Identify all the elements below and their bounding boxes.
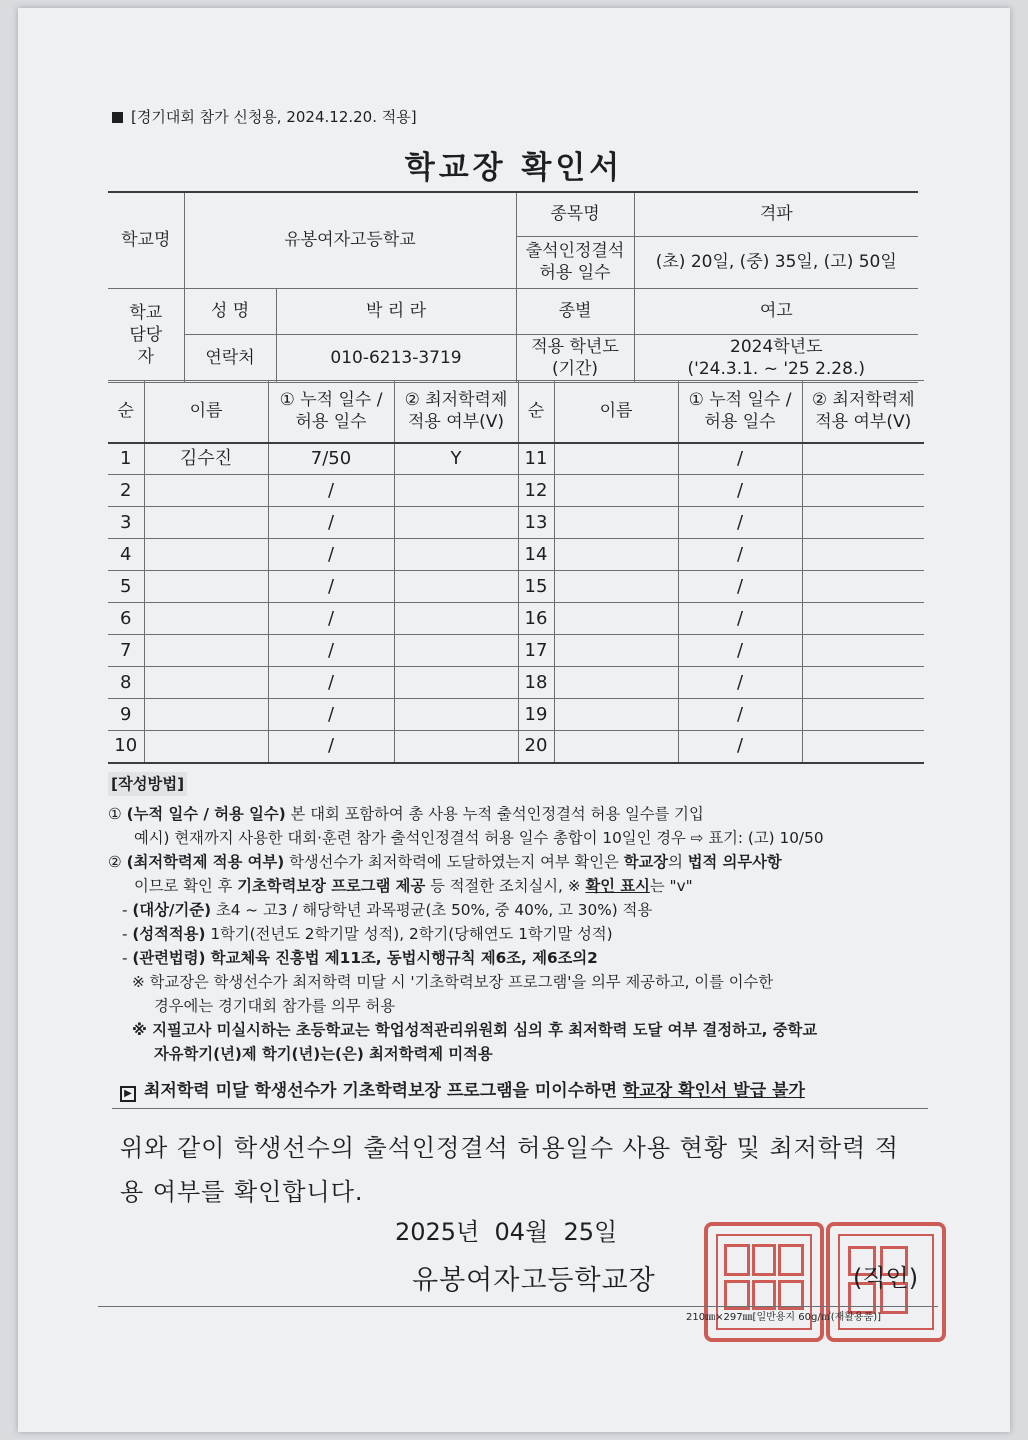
guide-line-9: 경우에는 경기대회 참가를 의무 허용: [154, 997, 396, 1015]
writing-guide: [108, 772, 928, 1066]
row-min-cell: [394, 507, 518, 539]
footer-divider: [98, 1306, 938, 1307]
row-days-cell: /: [678, 603, 802, 635]
table-row: [108, 731, 924, 763]
header-text: [경기대회 참가 신청용, 2024.12.20. 적용]: [131, 108, 417, 126]
row-min-cell: Y: [394, 443, 518, 475]
row-min-cell: [802, 667, 924, 699]
guide-bold-2: (최저학력제 적용 여부): [126, 853, 285, 871]
guide-dash-6: -: [122, 925, 133, 943]
guide-line-6: [108, 922, 928, 946]
guide-num-2: ②: [108, 853, 122, 871]
guide-line-5: [108, 898, 928, 922]
guide-bold-5: (대상/기준): [132, 901, 212, 919]
notice-text: 최저학력 미달 학생선수가 기초학력보장 프로그램을 미이수하면: [144, 1081, 623, 1101]
row-name-cell: [554, 699, 678, 731]
row-days-cell: /: [268, 475, 394, 507]
guide-bold-4: 기초학력보장 프로그램 제공: [237, 877, 426, 895]
row-no-cell: 17: [518, 635, 554, 667]
guide-dash-5: -: [122, 901, 133, 919]
manager-label: 학교 담당자: [108, 288, 184, 382]
col-no-left: 순: [108, 381, 144, 443]
guide-text-3b: 의: [668, 853, 688, 871]
row-no-cell: 14: [518, 539, 554, 571]
table-row: [108, 507, 924, 539]
arrow-right-icon: ▶: [120, 1086, 136, 1102]
athlete-rows: [108, 443, 924, 763]
school-label: 학교명: [108, 192, 184, 288]
manager-name-label: 성 명: [184, 288, 276, 334]
school-year-value: 2024학년도: [730, 337, 823, 357]
row-days-cell: /: [678, 731, 802, 763]
school-year-cell: [634, 334, 918, 382]
row-name-cell: [144, 539, 268, 571]
guide-bold-6: (성적적용): [132, 925, 206, 943]
row-name-cell: [554, 603, 678, 635]
row-min-cell: [394, 699, 518, 731]
row-name-cell: [554, 475, 678, 507]
guide-line-3: [108, 850, 928, 874]
table-row: [108, 443, 924, 475]
table-row: [108, 635, 924, 667]
issue-date: 2025년 04월 25일: [395, 1218, 618, 1246]
col-min-right: ② 최저학력제 적용 여부(V): [802, 381, 924, 443]
row-name-cell: [554, 443, 678, 475]
col-name-left: 이름: [144, 381, 268, 443]
row-name-cell: [144, 699, 268, 731]
notice-emphasis: 학교장 확인서 발급 불가: [622, 1081, 805, 1101]
row-min-cell: [394, 635, 518, 667]
row-name-cell: [554, 635, 678, 667]
guide-text-6: 1학기(전년도 2학기말 성적), 2학기(당해연도 1학기말 성적): [205, 925, 613, 943]
table-row: [108, 571, 924, 603]
school-seal-image: [704, 1222, 824, 1342]
row-no-cell: 19: [518, 699, 554, 731]
row-days-cell: /: [678, 539, 802, 571]
division-value: 여고: [634, 288, 918, 334]
seal-label: (직인): [853, 1264, 919, 1292]
guide-line-7: [108, 946, 928, 970]
row-days-cell: /: [678, 699, 802, 731]
col-no-right: 순: [518, 381, 554, 443]
row-name-cell: [144, 475, 268, 507]
table-row: [108, 667, 924, 699]
guide-line-10: ※ 지필고사 미실시하는 초등학교는 학업성적관리위원회 심의 후 최저학력 도달 여부 결정하고, 중학교: [132, 1021, 818, 1039]
row-no-cell: 1: [108, 443, 144, 475]
document-header: [112, 106, 417, 127]
row-no-cell: 5: [108, 571, 144, 603]
row-min-cell: [802, 539, 924, 571]
row-min-cell: [802, 475, 924, 507]
guide-text-1: 본 대회 포함하여 총 사용 누적 출석인정결석 허용 일수를 기입: [285, 805, 704, 823]
row-no-cell: 7: [108, 635, 144, 667]
guide-title: [작성방법]: [108, 772, 187, 796]
row-days-cell: /: [268, 699, 394, 731]
info-table: [108, 191, 918, 383]
row-days-cell: 7/50: [268, 443, 394, 475]
row-days-cell: /: [268, 539, 394, 571]
row-no-cell: 6: [108, 603, 144, 635]
guide-line-2: 예시) 현재까지 사용한 대회·훈련 참가 출석인정결석 허용 일수 총합이 10일인 경우 ⇨ 표기: (고) 10/50: [134, 829, 824, 847]
row-name-cell: [144, 603, 268, 635]
allow-days-label: 출석인정결석 허용 일수: [516, 236, 634, 288]
school-year-label: 적용 학년도 (기간): [516, 334, 634, 382]
row-no-cell: 9: [108, 699, 144, 731]
row-days-cell: /: [678, 507, 802, 539]
row-name-cell: [554, 667, 678, 699]
row-no-cell: 13: [518, 507, 554, 539]
row-name-cell: [144, 571, 268, 603]
row-name-cell: [144, 507, 268, 539]
guide-text-4a: 이므로 확인 후: [134, 877, 238, 895]
row-no-cell: 8: [108, 667, 144, 699]
row-min-cell: [394, 539, 518, 571]
row-days-cell: /: [678, 475, 802, 507]
row-no-cell: 20: [518, 731, 554, 763]
row-name-cell: [554, 731, 678, 763]
row-min-cell: [802, 731, 924, 763]
row-no-cell: 4: [108, 539, 144, 571]
manager-contact-value: 010-6213-3719: [276, 334, 516, 382]
row-no-cell: 3: [108, 507, 144, 539]
row-name-cell: [554, 507, 678, 539]
col-min-left: ② 최저학력제 적용 여부(V): [394, 381, 518, 443]
guide-line-8: ※ 학교장은 학생선수가 최저학력 미달 시 '기초학력보장 프로그램'을 의무 제공하고, 이를 이수한: [132, 973, 774, 991]
row-name-cell: [144, 635, 268, 667]
row-days-cell: /: [268, 507, 394, 539]
row-days-cell: /: [678, 443, 802, 475]
row-name-cell: [144, 667, 268, 699]
guide-text-3: 학생선수가 최저학력에 도달하였는지 여부 확인은: [284, 853, 624, 871]
row-days-cell: /: [268, 635, 394, 667]
row-no-cell: 16: [518, 603, 554, 635]
table-row: [108, 603, 924, 635]
issuance-notice: [120, 1076, 805, 1102]
athlete-table: [108, 380, 924, 764]
col-days-right: ① 누적 일수 / 허용 일수: [678, 381, 802, 443]
row-min-cell: [394, 475, 518, 507]
guide-num-1: ①: [108, 805, 122, 823]
paper-spec: 210㎜×297㎜[일반용지 60g/㎡(재활용품)]: [686, 1312, 882, 1323]
guide-bold-1: (누적 일수 / 허용 일수): [126, 805, 286, 823]
row-name-cell: [144, 731, 268, 763]
table-row: [108, 475, 924, 507]
row-days-cell: /: [678, 635, 802, 667]
guide-line-11: 자유학기(년)제 학기(년)는(은) 최저학력제 미적용: [154, 1045, 493, 1063]
sport-label: 종목명: [516, 192, 634, 236]
row-min-cell: [802, 699, 924, 731]
row-no-cell: 15: [518, 571, 554, 603]
row-name-cell: 김수진: [144, 443, 268, 475]
row-days-cell: /: [678, 667, 802, 699]
square-bullet-icon: [112, 112, 123, 123]
allow-days-value: (초) 20일, (중) 35일, (고) 50일: [634, 236, 918, 288]
row-min-cell: [394, 571, 518, 603]
row-min-cell: [394, 731, 518, 763]
guide-dash-7: -: [122, 949, 133, 967]
guide-line-4: [108, 874, 928, 898]
row-min-cell: [394, 603, 518, 635]
col-days-left: ① 누적 일수 / 허용 일수: [268, 381, 394, 443]
divider: [112, 1108, 928, 1109]
row-name-cell: [554, 571, 678, 603]
col-name-right: 이름: [554, 381, 678, 443]
guide-bold-7: (관련법령): [132, 949, 206, 967]
row-days-cell: /: [678, 571, 802, 603]
row-days-cell: /: [268, 571, 394, 603]
row-min-cell: [394, 667, 518, 699]
manager-contact-label: 연락처: [184, 334, 276, 382]
guide-text-4e: 는 "v": [649, 877, 693, 895]
row-no-cell: 11: [518, 443, 554, 475]
guide-text-7: 학교체육 진흥법 제11조, 동법시행규칙 제6조, 제6조의2: [205, 949, 598, 967]
row-no-cell: 2: [108, 475, 144, 507]
confirmation-text: 위와 같이 학생선수의 출석인정결석 허용일수 사용 현황 및 최저학력 적용 여부를 확인합니다.: [120, 1134, 899, 1206]
manager-name-value: 박 리 라: [276, 288, 516, 334]
row-min-cell: [802, 635, 924, 667]
table-row: [108, 539, 924, 571]
guide-bold-3: 학교장: [623, 853, 669, 871]
sport-value: 격파: [634, 192, 918, 236]
guide-line-1: [108, 802, 928, 826]
row-min-cell: [802, 443, 924, 475]
school-value: 유봉여자고등학교: [184, 192, 516, 288]
principal-title: 유봉여자고등학교장: [412, 1265, 656, 1296]
guide-text-4c: 등 적절한 조치실시, ※: [425, 877, 586, 895]
school-year-range: ('24.3.1. ~ '25 2.28.): [687, 359, 865, 379]
row-min-cell: [802, 571, 924, 603]
row-no-cell: 12: [518, 475, 554, 507]
row-min-cell: [802, 603, 924, 635]
table-row: [108, 699, 924, 731]
guide-bold-3b: 법적 의무사항: [687, 853, 782, 871]
row-min-cell: [802, 507, 924, 539]
division-label: 종별: [516, 288, 634, 334]
row-days-cell: /: [268, 603, 394, 635]
row-days-cell: /: [268, 667, 394, 699]
row-no-cell: 10: [108, 731, 144, 763]
row-no-cell: 18: [518, 667, 554, 699]
guide-text-5: 초4 ~ 고3 / 해당학년 과목평균(초 50%, 중 40%, 고 30%) 적용: [211, 901, 653, 919]
row-days-cell: /: [268, 731, 394, 763]
page-title: 학교장 확인서: [404, 150, 624, 186]
row-name-cell: [554, 539, 678, 571]
guide-bold-4d: 확인 표시: [585, 877, 650, 895]
